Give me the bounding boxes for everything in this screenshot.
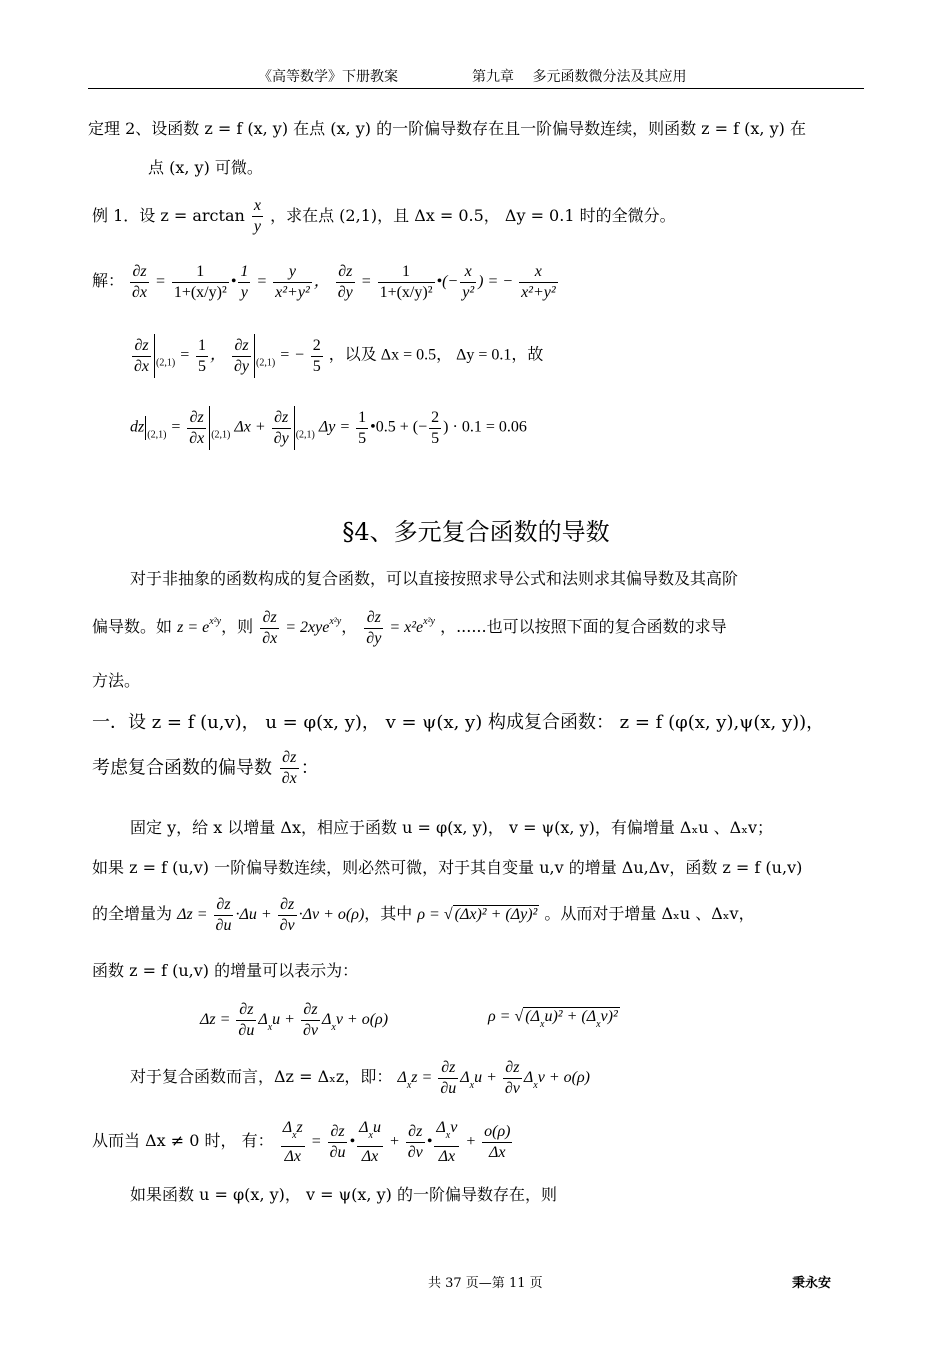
part1-line2-text: 考虑复合函数的偏导数 (92, 757, 272, 779)
para3-line2: 从而当 Δx ≠ 0 时， 有： $\frac{\Delta_xz}{\Delta x}$ = $\frac{\partial z}{\partial u}$ • $\frac{\Delta_xu}{\Delta x}$ + $\frac{\partial z}{\partial v}$ • $\frac{\Delta_xv}{\Delta x}$ + $\frac{o(\rho)}{\Delta x}$ (92, 1119, 511, 1165)
header-book-title: 《高等数学》下册教案 (258, 69, 398, 85)
part1-line1: 一．设 z = f (u,v)， u = φ(x, y)， v = ψ(x, y) 构成复合函数： z = f (φ(x, y),ψ(x, y))， (92, 712, 825, 733)
para2-line3: 的全增量为 Δz = $\frac{\partial z}{\partial u}$ ·Δu + $\frac{\partial z}{\partial v}$ ·Δv + o(ρ)，其中 ρ = √ (Δx)² + (Δy)² 。从而对于增量 Δₓu 、Δₓv， (92, 896, 755, 934)
solution-line1: 解： $\frac{\partial z}{\partial x}$ = $\frac{1}{\text{1+(x/y)²}}$ • $\frac{1}{y}$ = $\frac{y}{\text{x²+y²}}$ ， $\frac{\partial z}{\partial y}$ = $\frac{1}{\text{1+(x/y)²}}$ •(− $\frac{x}{\text{y²}}$ ) = − $\frac{x}{\text{x²+y²}}$ (92, 263, 556, 301)
para2-line3-suffix: 。从而对于增量 Δₓu 、Δₓv， (544, 904, 755, 924)
para1-line2-suffix: ，......也可以按照下面的复合函数的求导 (440, 617, 727, 637)
example1-suffix: ，求在点 (2,1)，且 Δx = 0.5， Δy = 0.1 时的全微分。 (270, 206, 676, 225)
theorem2-line2: 点 (x, y) 可微。 (148, 158, 263, 177)
para2-line1: 固定 y，给 x 以增量 Δx，相应于函数 u = φ(x, y)， v = ψ(x, y)，有偏增量 Δₓu 、Δₓv； (130, 818, 774, 837)
formula-rho: ρ = √ $(\Delta_xu)^2 + (\Delta_xv)^2$ (488, 1008, 618, 1030)
para1-line2: 偏导数。如 $z = e^{x^2y}$，则 $\frac{\partial z}{\partial x}$ = 2xye$^{x^2y}$， $\frac{\partial z}{\partial y}$ = $x^2e^{x^2y}$ ，......也可以按照下面的复合函数的求导 (92, 609, 727, 647)
para1-line2-prefix: 偏导数。如 (92, 617, 173, 637)
solution-result: = 0.06 (485, 418, 527, 436)
solution-line2: $\frac{\partial z}{\partial x}$ $_{(2,1)}$ = $\frac{1}{5}$ ， $\frac{\partial z}{\partial y}$ $_{(2,1)}$ = − $\frac{2}{5}$ ，以及 Δx = 0.5， Δy = 0.1，故 (130, 334, 543, 378)
example1-prefix: 例 1．设 z = arctan (92, 206, 245, 225)
solution-label: 解： (92, 273, 125, 291)
para3-line2-prefix: 从而当 Δx ≠ 0 时， 有： (92, 1131, 274, 1151)
para3-line3: 如果函数 u = φ(x, y)， v = ψ(x, y) 的一阶偏导数存在，则 (130, 1185, 557, 1204)
para1-line1: 对于非抽象的函数构成的复合函数，可以直接按照求导公式和法则求其偏导数及其高阶 (130, 569, 739, 588)
solution-eval-suffix: ，以及 Δx = 0.5， Δy = 0.1，故 (328, 346, 544, 364)
footer-page-number: 共 37 页—第 11 页 (428, 1276, 543, 1291)
frac-num: x (252, 196, 263, 217)
theorem2-line1: 定理 2、设函数 z = f (x, y) 在点 (x, y) 的一阶偏导数存在且一阶偏导数连续，则函数 z = f (x, y) 在 (88, 119, 806, 138)
formula-dz: Δz = $\frac{\partial z}{\partial u}$ $\Delta_xu$ + $\frac{\partial z}{\partial v}$ $\Delta_xv + o(\rho)$ (200, 1001, 389, 1039)
page-header (88, 66, 864, 89)
para3-line1-prefix: 对于复合函数而言，Δz = Δₓz，即： (130, 1067, 393, 1087)
part1-line2: 考虑复合函数的偏导数 $\frac{\partial z}{\partial x}$ ： (92, 749, 319, 787)
para2-line3-prefix: 的全增量为 (92, 904, 173, 924)
footer-author: 秉永安 (792, 1276, 832, 1291)
example1-fraction (252, 196, 263, 237)
para2-line4: 函数 z = f (u,v) 的增量可以表示为： (92, 961, 359, 980)
solution-line3: dz $_{(2,1)}$ = $\frac{\partial z}{\partial x}$ $_{(2,1)}$ Δx + $\frac{\partial z}{\partial y}$ $_{(2,1)}$ Δy = $\frac{1}{5}$ •0.5 + (− $\frac{2}{5}$ ) · 0.1 = 0.06 (130, 406, 527, 450)
para1-line3: 方法。 (92, 671, 141, 690)
section-title: §4、多元复合函数的导数 (342, 518, 610, 546)
para2-line2: 如果 z = f (u,v) 一阶偏导数连续，则必然可微，对于其自变量 u,v 的增量 Δu,Δv，函数 z = f (u,v) (92, 858, 803, 877)
para3-line1: 对于复合函数而言，Δz = Δₓz，即： $\Delta_xz$ = $\frac{\partial z}{\partial u}$ $\Delta_xu$ + $\frac{\partial z}{\partial v}$ $\Delta_xv + o(\rho)$ (130, 1059, 590, 1097)
frac-den: y (253, 218, 261, 235)
example1 (92, 196, 676, 237)
header-chapter-title: 第九章 多元函数微分法及其应用 (472, 69, 687, 85)
